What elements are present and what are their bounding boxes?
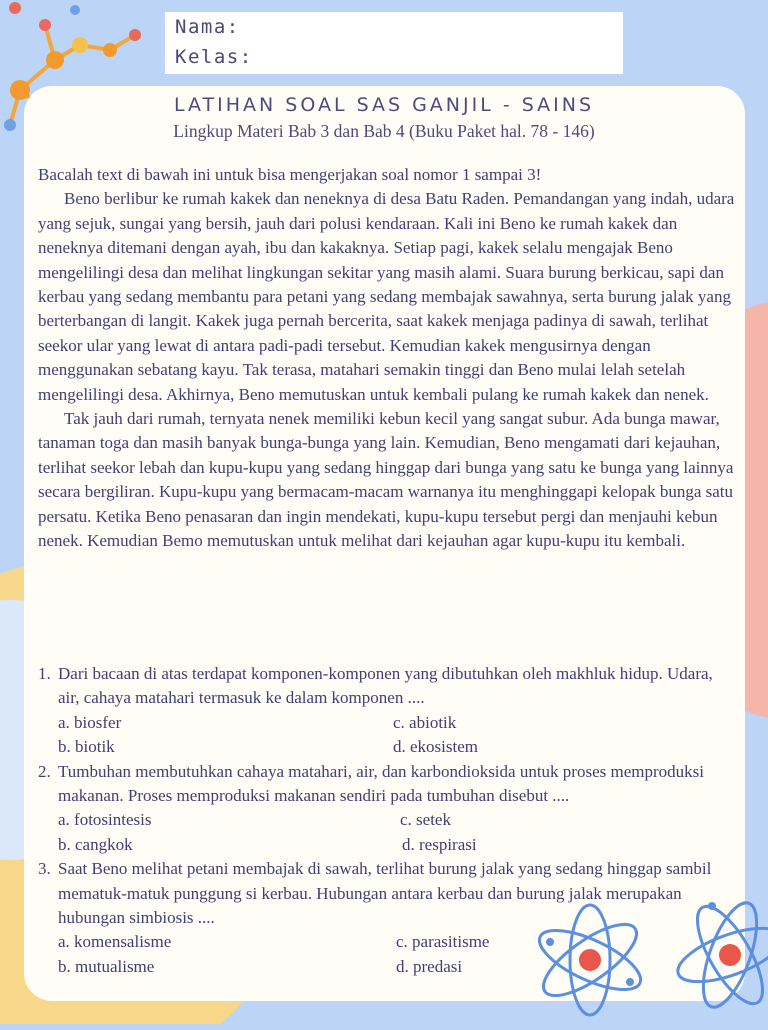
option-c: c. abiotik: [393, 712, 457, 732]
question-number: 3.: [38, 859, 51, 879]
option-b: b. cangkok: [58, 834, 133, 854]
page-title: LATIHAN SOAL SAS GANJIL - SAINS: [173, 94, 595, 116]
nama-label: Nama:: [175, 16, 240, 38]
option-d: d. predasi: [396, 956, 463, 976]
option-a: a. komensalisme: [58, 932, 172, 952]
question-text: Saat Beno melihat petani membajak di sawah, terlihat burung jalak yang sedang hinggap sambil mematuk-matuk punggung si kerbau. Hubungan antara kerbau dan burung jalak merupakan hubungan simbiosis ....: [58, 859, 712, 927]
atom-icon: [660, 880, 768, 1030]
question-number: 2.: [38, 761, 51, 781]
option-c: c. parasitisme: [396, 932, 490, 952]
passage-paragraph-1: Beno berlibur ke rumah kakek dan neneknya di desa Batu Raden. Pemandangan yang indah, udara yang sejuk, sungai yang bersih, jauh dari polusi kendaraan. Kali ini Beno ke rumah kakek dan neneknya ditemani dengan ayah, ibu dan kakaknya. Setiap pagi, kakek selalu mengajak Beno mengelilingi desa dan melihat lingkungan sekitar yang masih alami. Suara burung berkicau, sapi dan kerbau yang sedang membantu para petani yang sedang membajak sawahnya, serta burung jalak yang berterbangan di langit. Kakek juga pernah bercerita, saat kakek menjaga padinya di sawah, terlihat seekor ular yang lewat di antara padi-padi tersebut. Kemudian kakek mengusirnya dengan menggunakan sebatang kayu. Tak terasa, matahari semakin tinggi dan Beno mulai lelah setelah mengelilingi desa. Akhirnya, Beno memutuskan untuk kembali pulang ke rumah kakek dan nenek.: [38, 189, 735, 404]
reading-passage: [38, 163, 738, 554]
intro-instruction: Bacalah text di bawah ini untuk bisa mengerjakan soal nomor 1 sampai 3!: [38, 165, 542, 184]
option-d: d. ekosistem: [393, 737, 478, 757]
option-b: b. mutualisme: [58, 956, 155, 976]
name-class-box: [165, 12, 623, 74]
page-subtitle: Lingkup Materi Bab 3 dan Bab 4 (Buku Paket hal. 78 - 146): [173, 121, 595, 141]
atom-icon: [520, 890, 660, 1020]
kelas-label: Kelas:: [175, 46, 253, 68]
question-text: Tumbuhan membutuhkan cahaya matahari, air, dan karbondioksida untuk proses memproduksi makanan. Proses memproduksi makanan sendiri pada tumbuhan disebut ....: [58, 761, 704, 805]
question-2: [38, 760, 738, 858]
option-c: c. setek: [400, 810, 451, 830]
option-d: d. respirasi: [402, 834, 477, 854]
option-a: a. biosfer: [58, 712, 122, 732]
passage-paragraph-2: Tak jauh dari rumah, ternyata nenek memiliki kebun kecil yang sangat subur. Ada bunga mawar, tanaman toga dan masih banyak bunga-bunga yang lain. Kemudian, Beno mengamati dari kejauhan, terlihat seekor lebah dan kupu-kupu yang sedang hinggap dari bunga yang satu ke bunga yang lainnya secara bergiliran. Kupu-kupu yang bermacam-macam warnanya itu menghinggapi kelopak bunga satu persatu. Ketika Beno penasaran dan ingin mendekati, kupu-kupu tersebut pergi dan menjauhi kebun nenek. Kemudian Bemo memutuskan untuk melihat dari kejauhan agar kupu-kupu itu kembali.: [38, 409, 734, 551]
option-a: a. fotosintesis: [58, 810, 152, 830]
question-text: Dari bacaan di atas terdapat komponen-komponen yang dibutuhkan oleh makhluk hidup. Udara, air, cahaya matahari termasuk ke dalam komponen ....: [58, 664, 713, 708]
question-1: [38, 662, 738, 760]
option-b: b. biotik: [58, 737, 115, 757]
question-number: 1.: [38, 664, 51, 683]
